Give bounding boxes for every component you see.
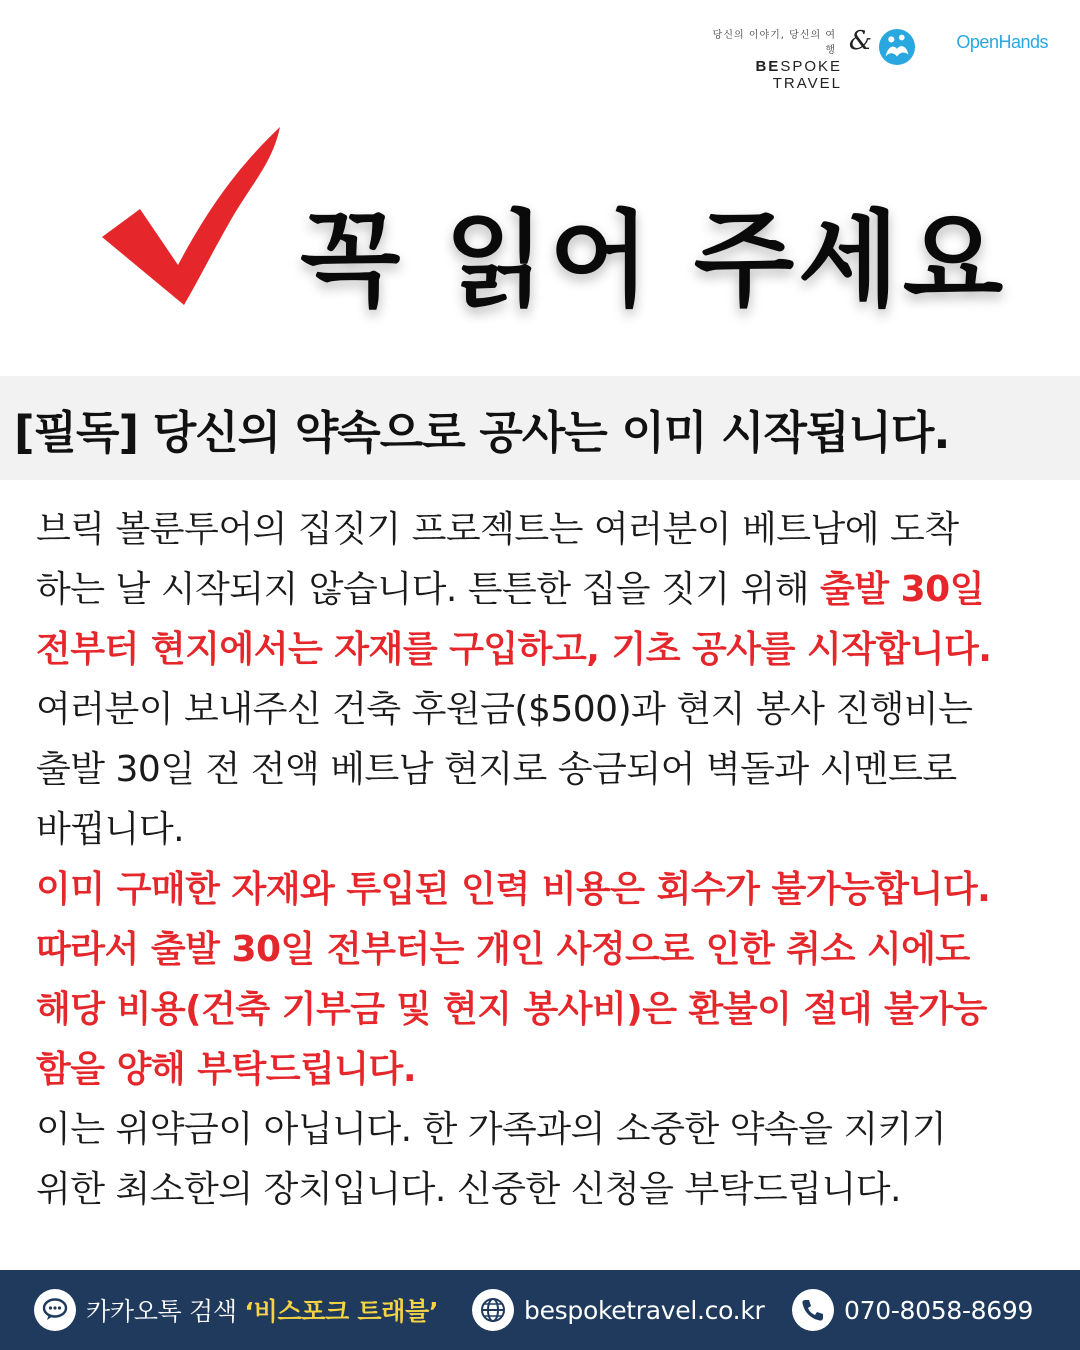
logo-brand-bold: BE xyxy=(755,58,781,75)
kakao-prefix: 카카오톡 검색 xyxy=(86,1297,245,1326)
body-line: 브릭 볼룬투어의 집짓기 프로젝트는 여러분이 베트남에 도착 xyxy=(36,509,959,550)
body-line xyxy=(36,560,1056,620)
header-logos xyxy=(710,20,1050,92)
body-line: 이는 위약금이 아닙니다. 한 가족과의 소중한 약속을 지키기 xyxy=(36,1109,947,1150)
phone-icon xyxy=(792,1289,834,1331)
phone-text: 070-8058-8699 xyxy=(844,1295,1034,1325)
logo-tagline: 당신의 이야기, 당신의 여행 xyxy=(712,30,836,56)
logo-ampersand: & xyxy=(848,26,872,56)
body-highlight: 출발 30일 xyxy=(820,569,984,610)
kakao-contact[interactable] xyxy=(34,1270,438,1350)
bespoke-travel-logo xyxy=(710,26,842,92)
logo-brand xyxy=(710,58,842,92)
body-highlight-line: 이미 구매한 자재와 투입된 인력 비용은 회수가 불가능합니다. xyxy=(36,869,991,910)
body-text: 하는 날 시작되지 않습니다. 튼튼한 집을 짓기 위해 xyxy=(36,569,821,610)
subtitle: [필독] 당신의 약속으로 공사는 이미 시작됩니다. xyxy=(14,406,950,459)
open-hands-text: OpenHands xyxy=(956,32,1048,52)
body-line: 위한 최소한의 장치입니다. 신중한 신청을 부탁드립니다. xyxy=(36,1169,901,1210)
notice-body xyxy=(36,500,1056,1220)
body-line: 출발 30일 전 전액 베트남 현지로 송금되어 벽돌과 시멘트로 xyxy=(36,749,957,790)
globe-icon xyxy=(472,1289,514,1331)
body-highlight-line: 함을 양해 부탁드립니다. xyxy=(36,1049,417,1090)
website-text: bespoketravel.co.kr xyxy=(524,1295,765,1325)
logo-brand-rest: SPOKE TRAVEL xyxy=(772,58,842,92)
chat-bubble-icon xyxy=(34,1289,76,1331)
body-highlight-line: 해당 비용(건축 기부금 및 현지 봉사비)은 환불이 절대 불가능 xyxy=(36,989,987,1030)
open-hands-icon xyxy=(878,28,916,66)
hero-title: 꼭 읽어 주세요 xyxy=(300,199,1008,321)
kakao-text xyxy=(86,1292,438,1328)
body-highlight-line: 따라서 출발 30일 전부터는 개인 사정으로 인한 취소 시에도 xyxy=(36,929,970,970)
body-line: 여러분이 보내주신 건축 후원금($500)과 현지 봉사 진행비는 xyxy=(36,689,973,730)
contact-footer xyxy=(0,1270,1080,1350)
kakao-highlight: ‘비스포크 트래블’ xyxy=(244,1297,439,1326)
body-highlight-line: 전부터 현지에서는 자재를 구입하고, 기초 공사를 시작합니다. xyxy=(36,629,992,670)
phone-contact[interactable] xyxy=(792,1270,1033,1350)
checkmark-icon xyxy=(100,125,290,310)
body-line: 바뀝니다. xyxy=(36,809,185,850)
website-link[interactable] xyxy=(472,1270,764,1350)
